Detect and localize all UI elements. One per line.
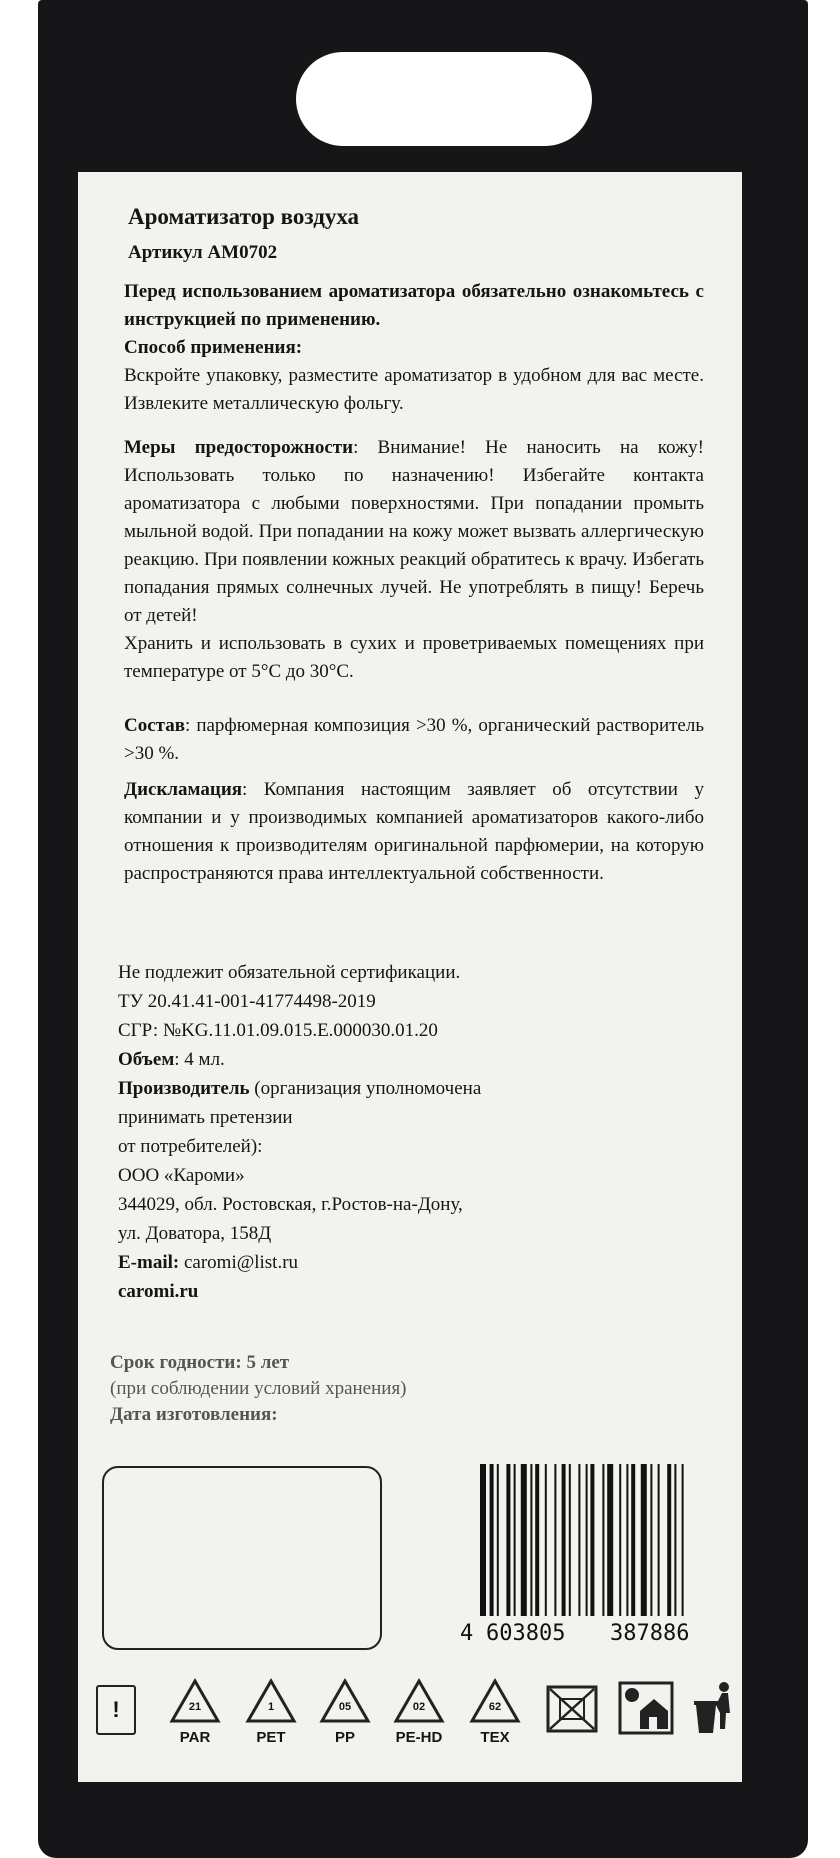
manufacture-date-label: Дата изготовления: <box>110 1404 278 1425</box>
recycle-pp-icon <box>318 1677 372 1747</box>
barcode-bar <box>569 1464 571 1616</box>
barcode-bar <box>578 1464 580 1616</box>
recycle-pet-number: 1 <box>267 1701 275 1713</box>
barcode-bar <box>674 1464 676 1616</box>
certification-note: Не подлежит обязательной сертификации. <box>118 962 461 983</box>
barcode-bar <box>631 1464 635 1616</box>
barcode-bar <box>514 1464 516 1616</box>
sgr-number: СГР: №KG.11.01.09.015.Е.000030.01.20 <box>118 1020 438 1041</box>
barcode-bar <box>562 1464 566 1616</box>
recycle-pet-label: PET <box>256 1729 286 1746</box>
product-title: Ароматизатор воздуха <box>128 204 360 229</box>
website: caromi.ru <box>118 1281 199 1302</box>
usage-section <box>124 334 704 418</box>
manufacturer-line1: (организация уполномочена <box>249 1078 482 1099</box>
email-line <box>118 1248 698 1277</box>
barcode-bar <box>497 1464 499 1616</box>
manufacturer-line3: от потребителей): <box>118 1136 263 1157</box>
barcode-bar <box>590 1464 594 1616</box>
recycle-pp-label: PP <box>334 1729 355 1746</box>
label-panel <box>78 172 742 1782</box>
icon-row: ! 21 PAR 1 PET 05 PP 02 PE-HD 62 TEX <box>96 1677 736 1757</box>
keep-from-sunlight-icon <box>618 1681 674 1740</box>
barcode-bar <box>586 1464 588 1616</box>
barcode-digits-left: 603805 <box>486 1621 566 1646</box>
recycle-pehd-icon <box>392 1677 446 1747</box>
barcode-bar <box>554 1464 556 1616</box>
barcode-bar <box>506 1464 510 1616</box>
expiry-section <box>110 1350 407 1428</box>
manufacturer-label: Производитель <box>118 1078 250 1099</box>
barcode-bars <box>480 1464 684 1616</box>
product-info <box>118 958 698 1306</box>
barcode-bar <box>658 1464 660 1616</box>
usage-text: Вскройте упаковку, разместите ароматизатор в удобном для вас месте. Извлеките металлическую фольгу. <box>124 365 704 414</box>
barcode-bar <box>602 1464 604 1616</box>
article-number: Артикул АМ0702 <box>128 242 278 263</box>
recycle-pehd-label: PE-HD <box>395 1729 443 1746</box>
barcode-bar <box>545 1464 547 1616</box>
barcode-bar <box>530 1464 532 1616</box>
composition-section <box>124 712 704 768</box>
trash-bin-icon <box>692 1679 738 1742</box>
volume-label: Объем <box>118 1049 175 1070</box>
recycle-par-label: PAR <box>179 1729 211 1746</box>
barcode-bar <box>521 1464 527 1616</box>
recycle-par-number: 21 <box>188 1701 202 1713</box>
email-label: E-mail: <box>118 1252 180 1273</box>
storage-text: Хранить и использовать в сухих и проветриваемых помещениях при температуре от 5°С до 30°С. <box>124 633 704 682</box>
usage-heading: Способ применения: <box>124 337 303 358</box>
recycle-tex-label: TEX <box>480 1729 510 1746</box>
barcode-digit-first: 4 <box>460 1621 474 1646</box>
disclaimer-label: Дисклaмация <box>124 779 243 800</box>
barcode-bar <box>650 1464 652 1616</box>
recycle-par-icon <box>168 1677 222 1747</box>
precautions-section <box>124 434 704 686</box>
email: caromi@list.ru <box>179 1252 299 1273</box>
company-name: ООО «Кароми» <box>118 1165 245 1186</box>
barcode <box>460 1462 740 1672</box>
barcode-bar <box>490 1464 494 1616</box>
intro-text: Перед использованием ароматизатора обязательно ознакомьтесь с инструкцией по применению. <box>124 281 704 330</box>
manufacture-date-box <box>102 1466 382 1650</box>
recycle-pet-icon <box>244 1677 298 1747</box>
disclaimer-section <box>124 776 704 888</box>
barcode-bar <box>626 1464 628 1616</box>
volume <box>118 1045 698 1074</box>
precautions-text: : Внимание! Не наносить на кожу! Использовать только по назначению! Избегайте контакта ароматизатора с любыми поверхностями. При попадании промыть мыльной водой. При попадании на кожу может вызвать аллергическую реакцию. При появлении кожных реакций обратитесь к врачу. Избегать попадания прямых солнечных лучей. Не употреблять в пищу! Беречь от детей! <box>124 437 704 626</box>
barcode-bar <box>480 1464 486 1616</box>
precautions-label: Меры предосторожности <box>124 437 354 458</box>
barcode-bar <box>667 1464 671 1616</box>
address-line2: ул. Доватора, 158Д <box>118 1223 272 1244</box>
recycle-pp-number: 05 <box>338 1701 352 1713</box>
manufacturer <box>118 1074 698 1103</box>
disclaimer-text: : Компания настоящим заявляет об отсутствии у компании и у производимых компанией ароматизаторов какого-либо отношения к производителям оригинальной парфюмерии, на которую распространяются права интеллектуальной собственности. <box>124 779 704 884</box>
expiry: Срок годности: 5 лет <box>110 1352 290 1373</box>
recycle-pehd-number: 02 <box>412 1701 426 1713</box>
barcode-bar <box>682 1464 684 1616</box>
barcode-bar <box>619 1464 621 1616</box>
hang-hole <box>296 52 592 146</box>
expiry-note: (при соблюдении условий хранения) <box>110 1378 407 1399</box>
barcode-digits-right: 387886 <box>610 1621 690 1646</box>
tu-number: ТУ 20.41.41-001-41774498-2019 <box>118 991 376 1012</box>
address-line1: 344029, обл. Ростовская, г.Ростов-на-Дону, <box>118 1194 463 1215</box>
barcode-bar <box>641 1464 647 1616</box>
recycle-tex-number: 62 <box>488 1701 502 1713</box>
barcode-bar <box>535 1464 539 1616</box>
composition-text: : парфюмерная композиция >30 %, органический растворитель >30 %. <box>124 715 704 764</box>
volume-text: : 4 мл. <box>174 1049 225 1070</box>
manufacturer-line2: принимать претензии <box>118 1107 293 1128</box>
no-heating-icon <box>546 1685 598 1738</box>
barcode-bar <box>607 1464 613 1616</box>
recycle-tex-icon <box>468 1677 522 1747</box>
composition-label: Состав <box>124 715 185 736</box>
